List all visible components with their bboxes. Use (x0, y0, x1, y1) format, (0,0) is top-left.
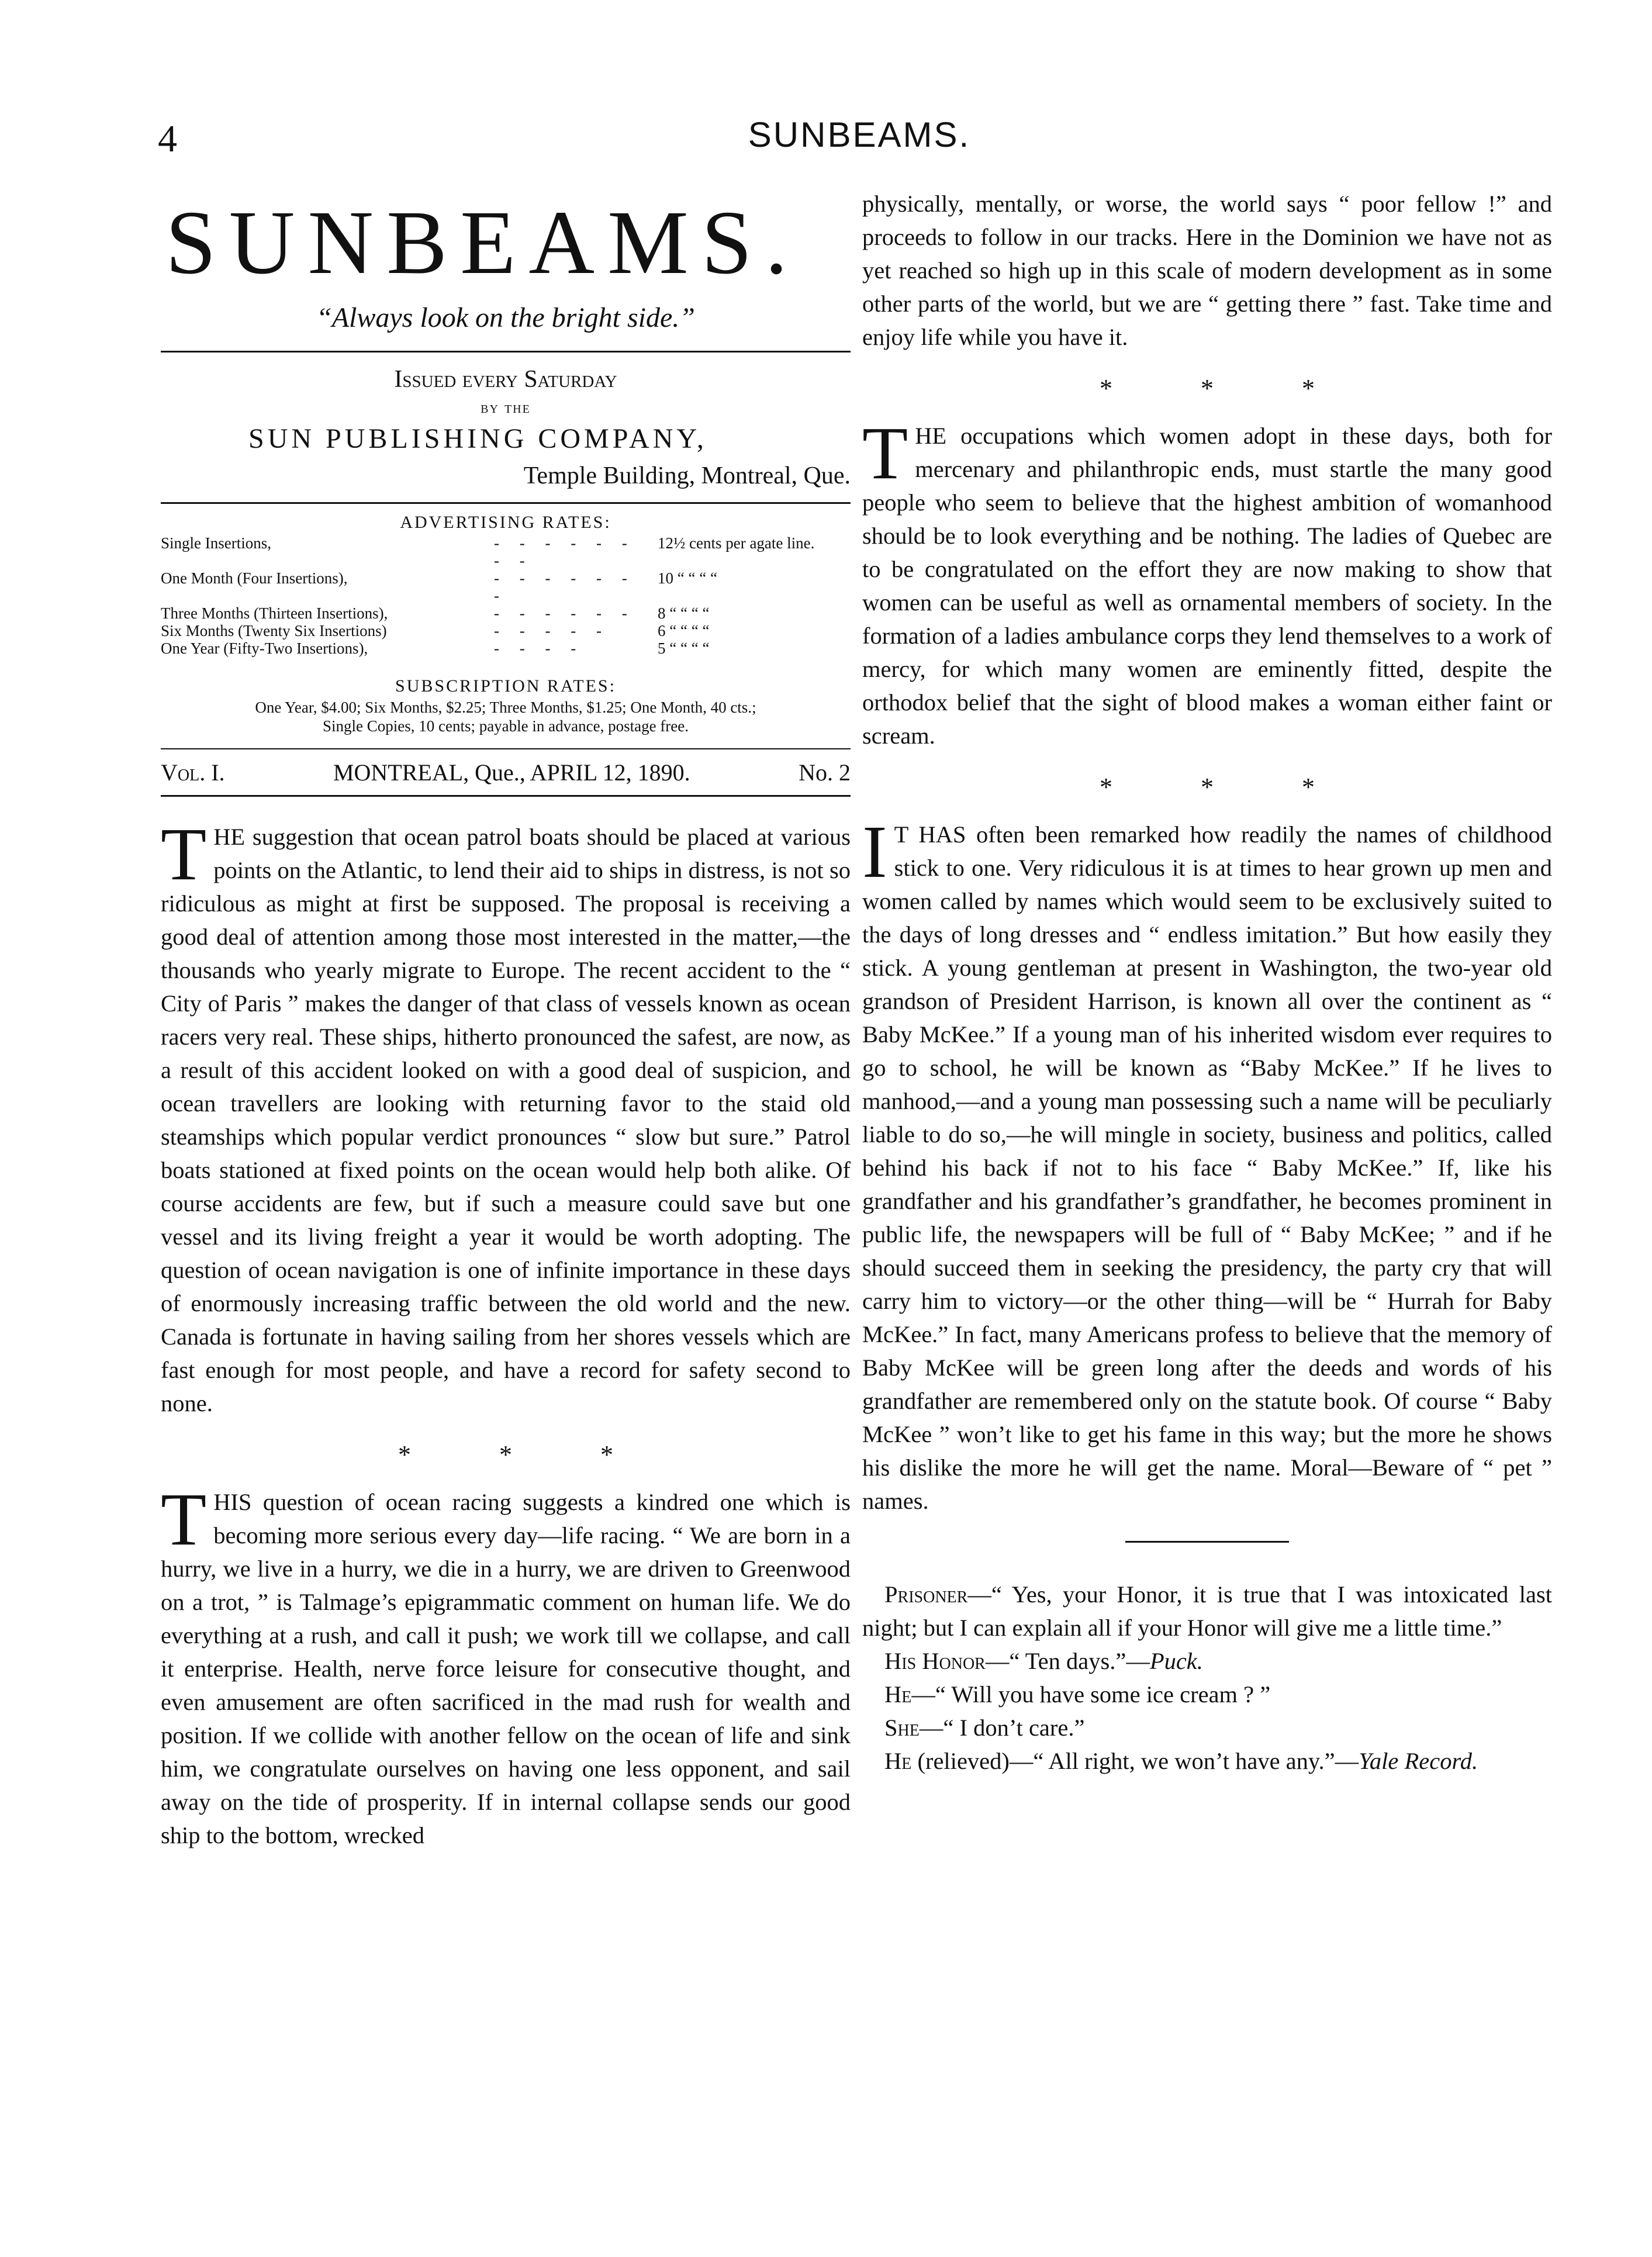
dropcap: I (862, 810, 887, 893)
rate-dots: - - - - - (494, 622, 610, 640)
joke-line: —“ Yes, your Honor, it is true that I was intoxicated last night; but I can explain all if your Honor will give me a little time.” (862, 1581, 1552, 1641)
joke-his-honor (862, 1644, 1552, 1678)
dropcap: T (161, 1478, 207, 1561)
rate-price: 8 “ “ “ “ (658, 604, 710, 622)
rate-row (161, 534, 851, 569)
rate-dots: - - - - - - - - (494, 534, 635, 569)
section-stars: * * * (1100, 773, 1356, 801)
rate-price: 5 “ “ “ “ (658, 640, 710, 657)
joke-line: —“ Ten days.”— (985, 1648, 1150, 1674)
section-divider (1125, 1541, 1289, 1543)
page-number: 4 (158, 117, 177, 160)
joke-source: Puck. (1149, 1648, 1203, 1674)
speaker: He (884, 1681, 912, 1708)
rate-price: 12½ cents per agate line. (658, 534, 815, 552)
publisher-name: SUN PUBLISHING COMPANY, (248, 423, 707, 454)
article-ocean-patrol (161, 813, 851, 1420)
speaker: His Honor (884, 1648, 986, 1674)
joke-line: (relieved)—“ All right, we won’t have any.”— (911, 1748, 1359, 1774)
rate-price: 6 “ “ “ “ (658, 622, 710, 640)
speaker: She (884, 1715, 920, 1741)
issue-number: No. 2 (799, 759, 851, 786)
subscription-rates-title: SUBSCRIPTION RATES: (395, 676, 616, 696)
joke-prisoner (862, 1578, 1552, 1644)
dropcap: T (161, 813, 207, 896)
right-column (862, 187, 1552, 1778)
rate-price: 10 “ “ “ “ (658, 569, 717, 587)
jokes-section (862, 1578, 1552, 1778)
article-womens-occupations (862, 412, 1552, 752)
running-title: SUNBEAMS. (748, 115, 971, 154)
masthead-rule (161, 351, 851, 352)
rate-row (161, 640, 851, 657)
rate-dots: - - - - - - (494, 604, 635, 622)
section-stars: * * * (1100, 374, 1356, 403)
article-text: HE suggestion that ocean patrol boats should be placed at various points on the Atlantic, to lend their aid to ships in distress, is not so ridiculous as might at first be supposed. The proposal is receiving a good deal of attention among those most interested in the matter,—the thousands who yearly migrate to Europe. The recent accident to the “ City of Paris ” makes the danger of that class of vessels known as ocean racers very real. These ships, hitherto pronounced the safest, are now, as a result of this accident looked on with a good deal of suspicion, and ocean travellers are looking with returning favor to the staid old steamships which popular verdict pronounces “ slow but sure.” Patrol boats stationed at fixed points on the ocean would help both alike. Of course accidents are few, but if such a measure could save but one vessel and its living freight a year it would be worth adopting. The question of ocean navigation is one of infinite importance in these days of enormously increasing traffic between the old world and the new. Canada is fortunate in having sailing from her shores vessels which are fast enough for most people, and have a record for safety second to none. (161, 824, 851, 1416)
article-text: T HAS often been remarked how readily the names of childhood stick to one. Very ridiculous it is at times to hear grown up men and women called by names which would seem to be exclusively suited to the days of long dresses and “ endless imitation.” But how easily they stick. A young gentleman at present in Washington, the two-year old grandson of President Harrison, is known all over the continent as “ Baby McKee.” If a young man of his inherited wisdom ever requires to go to school, he will be known as “Baby McKee.” If he lives to manhood,—and a young man possessing such a name will be peculiarly liable to do so,—he will mingle in society, business and politics, called behind his back if not to his face “ Baby McKee.” If, like his grandfather and his grandfather’s grandfather, he becomes prominent in public life, the newspapers will be full of “ Baby McKee; ” and if he should succeed them in seeking the presidency, the party cry that will carry him to victory—or the other thing—will be “ Hurrah for Baby McKee.” In fact, many Americans profess to believe that the memory of Baby McKee will be green long after the deeds and words of his grandfather are remembered only on the statute book. Of course “ Baby McKee ” won’t like to get his fame in this way; but the more he shows his dislike the more he will get the name. Moral—Beware of “ pet ” names. (862, 821, 1552, 1514)
advertising-rates-table (161, 534, 851, 657)
rates-rule (161, 502, 851, 504)
article-text: HIS question of ocean racing suggests a kindred one which is becoming more serious every day—life racing. “ We are born in a hurry, we live in a hurry, we die in a hurry, we are driven to Greenwood on a trot, ” is Talmage’s epigrammatic comment on human life. We do everything at a rush, and call it push; we work till we collapse, and call it enterprise. Health, nerve force leisure for consecutive thought, and even amusement are often sacrificed in the mad rush for wealth and position. If we collide with another fellow on the ocean of life and sink him, we congratulate ourselves on having one less opponent, and sail away on the tide of prosperity. If in internal collapse sends our good ship to the bottom, wrecked (161, 1489, 851, 1848)
volume-bottom-rule (161, 795, 851, 797)
section-stars: * * * (398, 1440, 654, 1469)
issued-line: Issued every Saturday (394, 366, 617, 393)
volume-line (161, 749, 851, 795)
rate-row (161, 622, 851, 640)
masthead-title: SUNBEAMS. (165, 192, 801, 293)
speaker: He (884, 1748, 912, 1774)
rate-dots: - - - - (494, 640, 585, 657)
rate-row (161, 604, 851, 622)
advertising-rates-title: ADVERTISING RATES: (400, 513, 611, 532)
article-life-racing-continued: physically, mentally, or worse, the world says “ poor fellow !” and proceeds to follow in our tracks. Here in the Dominion we have not as yet reached so high up in this scale of modern development as in some other parts of the world, but we are “ getting there ” fast. Take time and enjoy life while you have it. (862, 191, 1552, 350)
left-column (161, 187, 851, 1852)
joke-she (862, 1711, 1552, 1744)
joke-line: —“ Will you have some ice cream ? ” (911, 1681, 1271, 1708)
dropcap: T (862, 412, 908, 495)
volume-number: Vol. I. (161, 759, 225, 786)
motto: “Always look on the bright side.” (316, 302, 695, 333)
article-text: HE occupations which women adopt in these days, both for mercenary and philanthropic ends, must startle the many good people who seem to believe that the highest ambition of womanhood should be to look everything and be nothing. The ladies of Quebec are to be congratulated on the effort they are now making to show that women can be useful as well as ornamental members of society. In the formation of a ladies ambulance corps they lend themselves to a work of mercy, for which many women are eminently fitted, despite the orthodox belief that the sight of blood makes a woman either faint or scream. (862, 423, 1552, 749)
by-the-line: by the (481, 399, 531, 417)
rate-row (161, 569, 851, 604)
joke-he-relieved (862, 1744, 1552, 1778)
masthead (161, 193, 851, 797)
subscription-line-1: One Year, $4.00; Six Months, $2.25; Three Months, $1.25; One Month, 40 cts.; (255, 699, 756, 716)
rate-label: Three Months (Thirteen Insertions), (161, 604, 388, 622)
joke-source: Yale Record. (1359, 1748, 1478, 1774)
speaker: Prisoner (884, 1581, 968, 1608)
joke-line: —“ I don’t care.” (919, 1715, 1085, 1741)
rate-label: Six Months (Twenty Six Insertions) (161, 622, 387, 640)
joke-he (862, 1678, 1552, 1711)
rate-label: Single Insertions, (161, 534, 271, 552)
issue-place-date: MONTREAL, Que., APRIL 12, 1890. (333, 759, 690, 786)
rate-label: One Year (Fifty-Two Insertions), (161, 640, 368, 657)
subscription-line-2: Single Copies, 10 cents; payable in advance, postage free. (322, 717, 689, 735)
rate-label: One Month (Four Insertions), (161, 569, 348, 587)
publisher-address: Temple Building, Montreal, Que. (523, 462, 851, 489)
article-life-racing (161, 1478, 851, 1852)
rate-dots: - - - - - - - (494, 569, 635, 604)
article-baby-mckee (862, 810, 1552, 1518)
